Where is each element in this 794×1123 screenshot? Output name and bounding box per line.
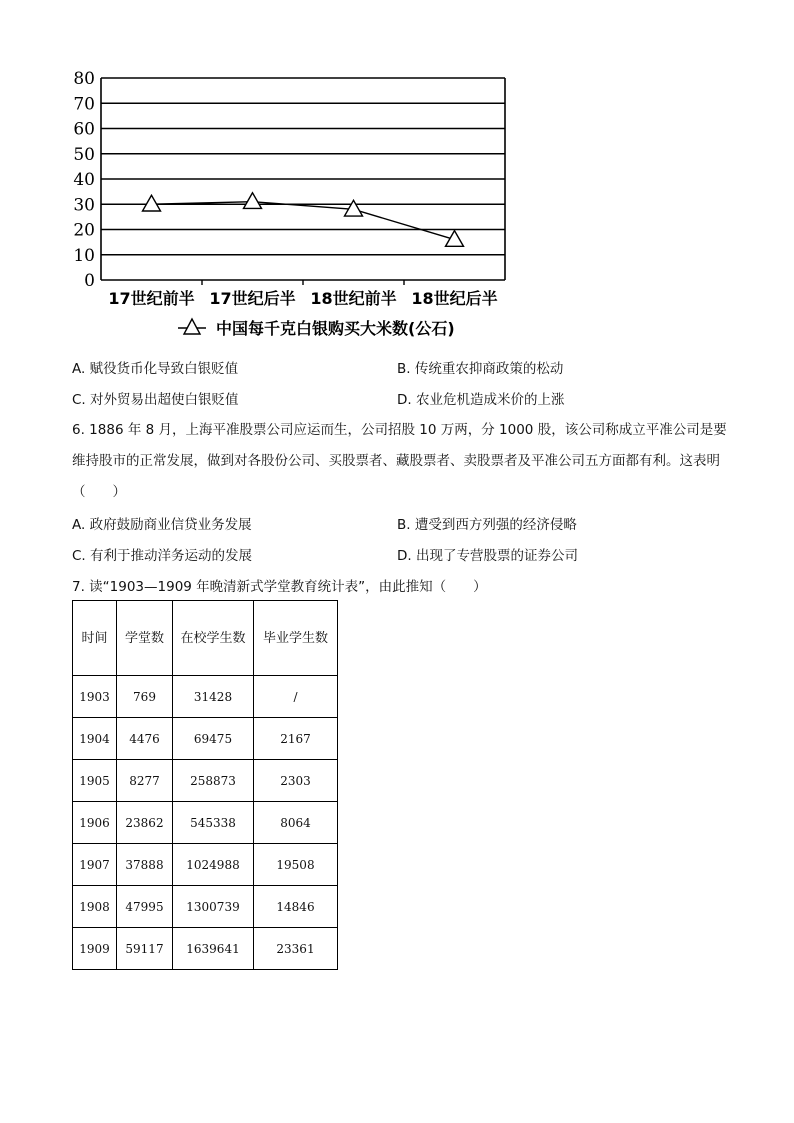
data-point-triangle <box>244 193 262 209</box>
table-row <box>73 802 338 844</box>
table-row <box>73 760 338 802</box>
cell-schools: 8277 <box>117 760 173 802</box>
q7-stem: 7. 读“1903—1909 年晚清新式学堂教育统计表”，由此推知（ ） <box>72 579 487 595</box>
cell-year: 1907 <box>73 844 117 886</box>
table-row <box>73 718 338 760</box>
y-tick-label: 30 <box>73 195 95 216</box>
cell-schools: 37888 <box>117 844 173 886</box>
school-stats-table <box>72 600 338 970</box>
q5-option-c[interactable]: C. 对外贸易出超使白银贬值 <box>72 392 239 408</box>
cell-year: 1905 <box>73 760 117 802</box>
cell-schools: 23862 <box>117 802 173 844</box>
chart-svg <box>60 62 530 352</box>
x-category-label: 17世纪后半 <box>209 289 296 308</box>
y-tick-label: 50 <box>73 144 95 165</box>
y-tick-label: 80 <box>73 69 95 89</box>
table-row <box>73 676 338 718</box>
header-graduates: 毕业学生数 <box>254 601 338 676</box>
cell-graduates: 19508 <box>254 844 338 886</box>
y-tick-label: 0 <box>84 271 95 291</box>
x-category-label: 17世纪前半 <box>108 289 195 308</box>
q6-option-d[interactable]: D. 出现了专营股票的证券公司 <box>397 548 578 564</box>
y-tick-label: 40 <box>73 170 95 190</box>
x-category-label: 18世纪前半 <box>310 289 397 308</box>
q5-option-a[interactable]: A. 赋役货币化导致白银贬值 <box>72 361 239 377</box>
q6-option-c[interactable]: C. 有利于推动洋务运动的发展 <box>72 548 253 564</box>
cell-graduates: / <box>254 676 338 718</box>
cell-graduates: 14846 <box>254 886 338 928</box>
cell-year: 1904 <box>73 718 117 760</box>
y-tick-label: 10 <box>73 245 95 266</box>
cell-graduates: 8064 <box>254 802 338 844</box>
legend-label: 中国每千克白银购买大米数(公石) <box>216 319 455 338</box>
cell-enrolled: 31428 <box>173 676 254 718</box>
y-tick-label: 70 <box>73 94 95 115</box>
cell-enrolled: 1024988 <box>173 844 254 886</box>
cell-year: 1909 <box>73 928 117 970</box>
x-category-label: 18世纪后半 <box>411 289 498 308</box>
q5-option-d[interactable]: D. 农业危机造成米价的上涨 <box>397 392 565 408</box>
q6-option-a[interactable]: A. 政府鼓励商业信贷业务发展 <box>72 517 252 533</box>
cell-enrolled: 1300739 <box>173 886 254 928</box>
q6-stem: 6. 1886 年 8 月，上海平准股票公司应运而生，公司招股 10 万两，分 1000 股，该公司称成立平准公司是要维持股市的正常发展，做到对各股份公司、买股票者、藏股票者、卖股票者及平准公司五方面都有利。这表明（ ） <box>72 422 727 500</box>
cell-schools: 47995 <box>117 886 173 928</box>
cell-enrolled: 69475 <box>173 718 254 760</box>
cell-enrolled: 258873 <box>173 760 254 802</box>
cell-schools: 769 <box>117 676 173 718</box>
header-year: 时间 <box>73 601 117 676</box>
cell-graduates: 23361 <box>254 928 338 970</box>
cell-schools: 4476 <box>117 718 173 760</box>
cell-graduates: 2303 <box>254 760 338 802</box>
series-line <box>152 202 455 240</box>
cell-year: 1908 <box>73 886 117 928</box>
y-tick-label: 60 <box>73 119 95 140</box>
header-schools: 学堂数 <box>117 601 173 676</box>
table-header-row <box>73 601 338 676</box>
data-point-triangle <box>143 195 161 211</box>
cell-year: 1906 <box>73 802 117 844</box>
legend-triangle-icon <box>184 319 200 334</box>
cell-graduates: 2167 <box>254 718 338 760</box>
q5-option-b[interactable]: B. 传统重农抑商政策的松动 <box>397 361 564 377</box>
cell-schools: 59117 <box>117 928 173 970</box>
y-tick-label: 20 <box>73 220 95 241</box>
cell-enrolled: 1639641 <box>173 928 254 970</box>
table-row <box>73 886 338 928</box>
table-row <box>73 844 338 886</box>
header-enrolled: 在校学生数 <box>173 601 254 676</box>
cell-enrolled: 545338 <box>173 802 254 844</box>
table-body <box>73 676 338 970</box>
q6-option-b[interactable]: B. 遭受到西方列强的经济侵略 <box>397 517 577 533</box>
table-row <box>73 928 338 970</box>
data-point-triangle <box>446 231 464 247</box>
cell-year: 1903 <box>73 676 117 718</box>
rice-purchase-chart <box>60 62 530 352</box>
